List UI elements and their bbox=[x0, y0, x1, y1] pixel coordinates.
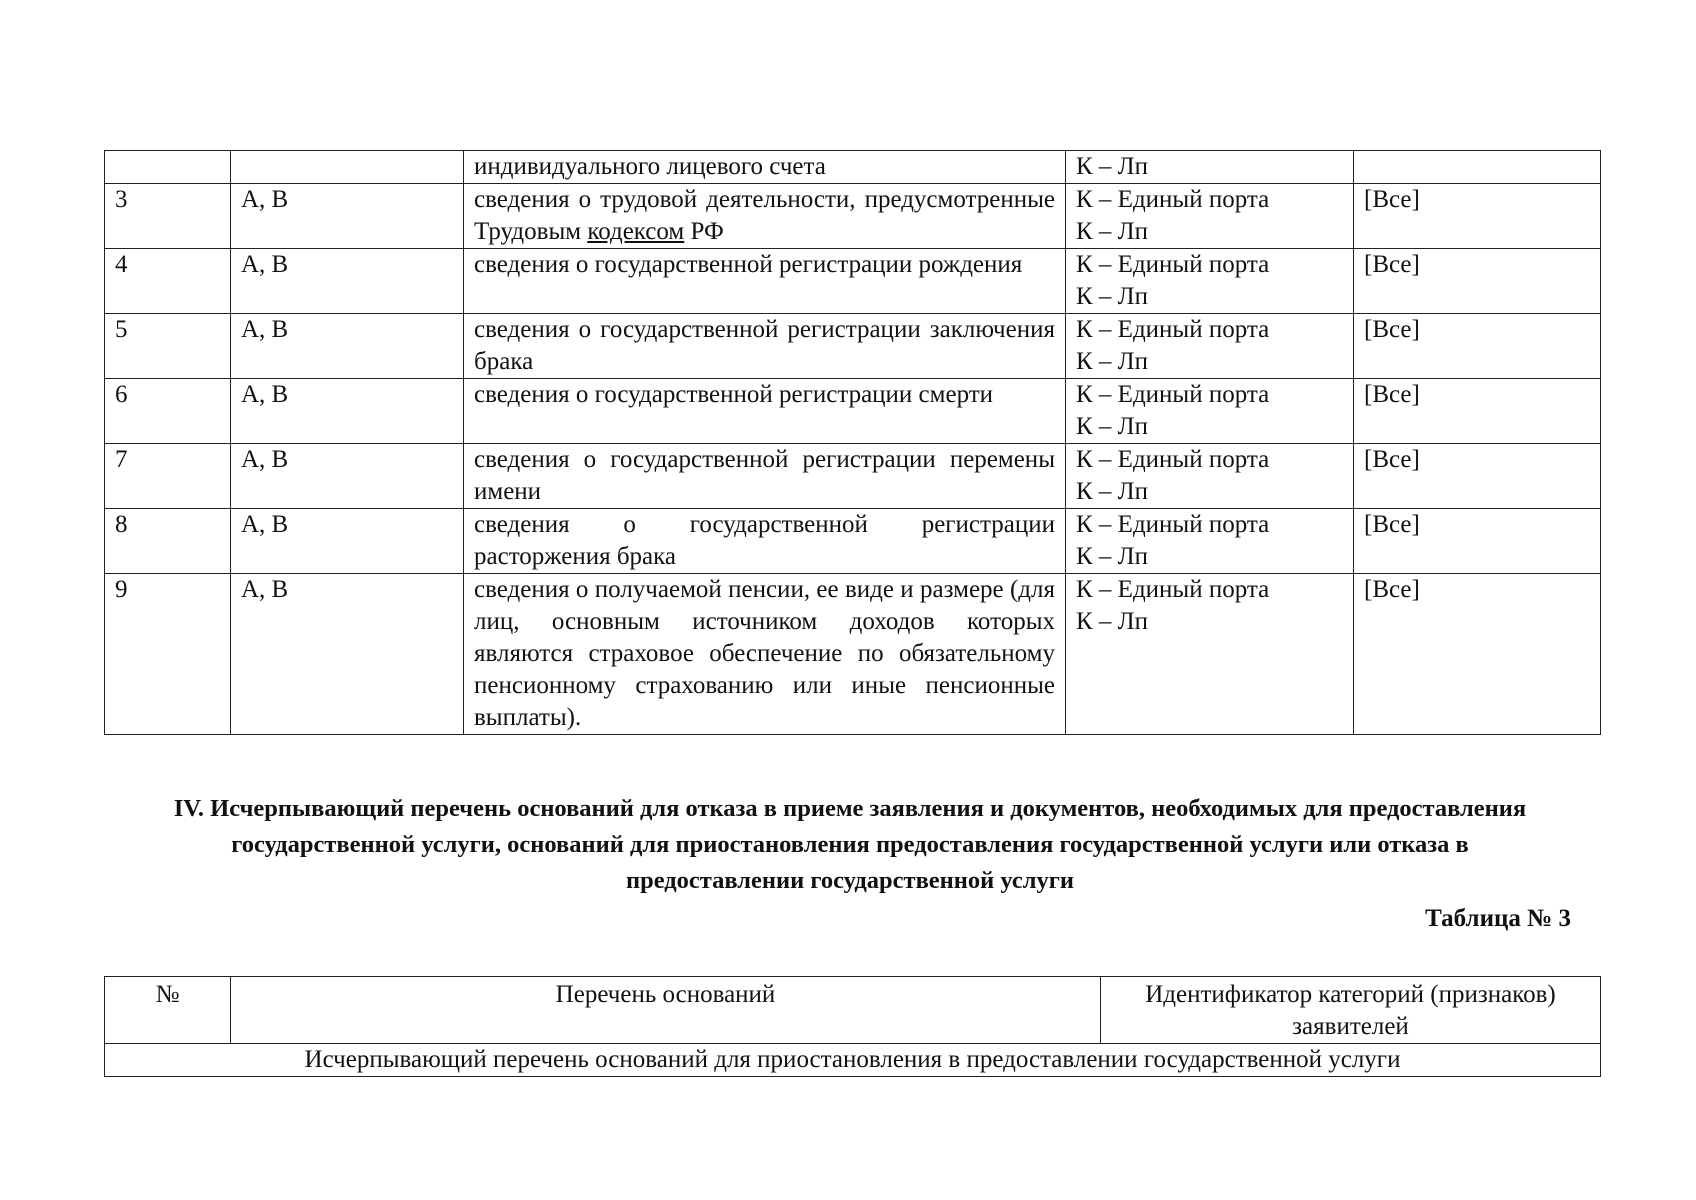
row-number: 9 bbox=[105, 574, 231, 735]
row-category: А, В bbox=[231, 314, 464, 379]
row-sources bbox=[1066, 509, 1354, 574]
row-description: индивидуального лицевого счета bbox=[464, 151, 1066, 184]
row-scope: [Все] bbox=[1354, 184, 1601, 249]
row-sources bbox=[1066, 249, 1354, 314]
table-row bbox=[105, 1044, 1601, 1077]
source-line: К – Лп bbox=[1076, 218, 1149, 245]
row-sources bbox=[1066, 379, 1354, 444]
row-number: 8 bbox=[105, 509, 231, 574]
underlined-term: кодексом bbox=[587, 218, 685, 245]
row-sources bbox=[1066, 574, 1354, 735]
suspension-grounds-subheader: Исчерпывающий перечень оснований для приостановления в предоставлении государственной услуги bbox=[105, 1044, 1601, 1077]
source-line: К – Единый порта bbox=[1076, 381, 1270, 408]
source-line: К – Единый порта bbox=[1076, 316, 1270, 343]
source-line: К – Единый порта bbox=[1076, 186, 1270, 213]
row-scope bbox=[1354, 151, 1601, 184]
row-description: сведения о государственной регистрации расторжения брака bbox=[464, 509, 1066, 574]
source-line: К – Единый порта bbox=[1076, 511, 1270, 538]
refusal-grounds-table bbox=[104, 976, 1601, 1077]
row-description: сведения о получаемой пенсии, ее виде и размере (для лиц, основным источником доходов которых являются страховое обеспечение по обязательному пенсионному страхованию или иные пенсионные выплаты). bbox=[464, 574, 1066, 735]
row-sources bbox=[1066, 184, 1354, 249]
column-header-category-id: Идентификатор категорий (признаков) заявителей bbox=[1101, 977, 1601, 1044]
source-line: К – Единый порта bbox=[1076, 576, 1270, 603]
row-number: 4 bbox=[105, 249, 231, 314]
data-sources-table bbox=[104, 150, 1601, 735]
source-line: К – Лп bbox=[1076, 543, 1149, 570]
source-line: К – Единый порта bbox=[1076, 251, 1270, 278]
row-number: 6 bbox=[105, 379, 231, 444]
table-row bbox=[105, 444, 1601, 509]
row-sources bbox=[1066, 444, 1354, 509]
column-header-grounds: Перечень оснований bbox=[231, 977, 1101, 1044]
table-row bbox=[105, 151, 1601, 184]
row-scope: [Все] bbox=[1354, 314, 1601, 379]
description-text: РФ bbox=[684, 218, 724, 245]
table-row bbox=[105, 574, 1601, 735]
row-description: сведения о государственной регистрации смерти bbox=[464, 379, 1066, 444]
table-row bbox=[105, 184, 1601, 249]
source-line: К – Единый порта bbox=[1076, 446, 1270, 473]
table-header-row bbox=[105, 977, 1601, 1044]
row-number: 3 bbox=[105, 184, 231, 249]
source-line: К – Лп bbox=[1076, 153, 1149, 180]
table-row bbox=[105, 379, 1601, 444]
row-sources bbox=[1066, 314, 1354, 379]
column-header-number: № bbox=[105, 977, 231, 1044]
row-number bbox=[105, 151, 231, 184]
source-line: К – Лп bbox=[1076, 283, 1149, 310]
row-sources bbox=[1066, 151, 1354, 184]
row-scope: [Все] bbox=[1354, 509, 1601, 574]
table-caption: Таблица № 3 bbox=[1425, 905, 1571, 932]
table-row bbox=[105, 509, 1601, 574]
row-scope: [Все] bbox=[1354, 379, 1601, 444]
row-description: сведения о государственной регистрации рождения bbox=[464, 249, 1066, 314]
section-heading: IV. Исчерпывающий перечень оснований для отказа в приеме заявления и документов, необходимых для предоставления государственной услуги, оснований для приостановления предоставления государственной услуги или отказа в предоставлении государственной услуги bbox=[173, 795, 1527, 894]
table-row bbox=[105, 249, 1601, 314]
source-line: К – Лп bbox=[1076, 608, 1149, 635]
row-description bbox=[464, 184, 1066, 249]
row-description: сведения о государственной регистрации заключения брака bbox=[464, 314, 1066, 379]
row-category bbox=[231, 151, 464, 184]
row-number: 7 bbox=[105, 444, 231, 509]
row-category: А, В bbox=[231, 444, 464, 509]
row-category: А, В bbox=[231, 509, 464, 574]
source-line: К – Лп bbox=[1076, 413, 1149, 440]
table-row bbox=[105, 314, 1601, 379]
row-scope: [Все] bbox=[1354, 249, 1601, 314]
description-text: сведения о трудовой деятельности, предусмотренные Трудовым bbox=[474, 186, 1055, 245]
row-description: сведения о государственной регистрации перемены имени bbox=[464, 444, 1066, 509]
row-number: 5 bbox=[105, 314, 231, 379]
row-category: А, В bbox=[231, 574, 464, 735]
row-category: А, В bbox=[231, 379, 464, 444]
source-line: К – Лп bbox=[1076, 348, 1149, 375]
row-scope: [Все] bbox=[1354, 444, 1601, 509]
row-scope: [Все] bbox=[1354, 574, 1601, 735]
source-line: К – Лп bbox=[1076, 478, 1149, 505]
row-category: А, В bbox=[231, 249, 464, 314]
row-category: А, В bbox=[231, 184, 464, 249]
